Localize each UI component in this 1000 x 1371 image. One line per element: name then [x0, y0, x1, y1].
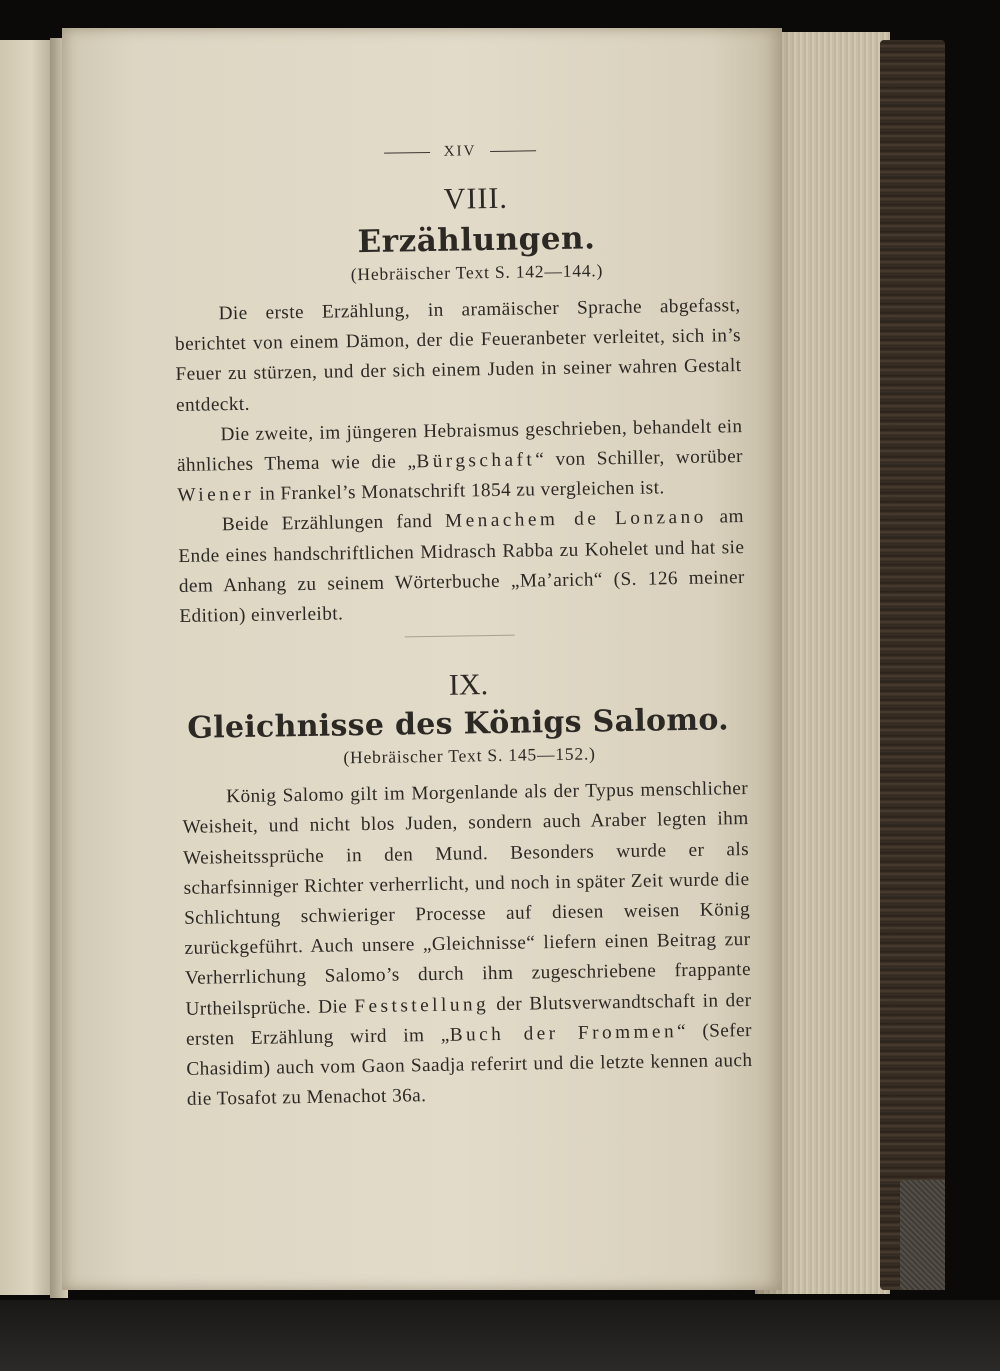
background-surface: [0, 1300, 1000, 1371]
section-number: IX.: [448, 668, 489, 702]
page-folio: [182, 139, 738, 165]
section-reference: (Hebräischer Text S. 145—152.): [343, 743, 596, 768]
section-number: VIII.: [443, 181, 509, 216]
folio-rule-left: [384, 152, 430, 154]
left-page-edge: [0, 40, 52, 1295]
section-title: Erzählungen.: [357, 220, 596, 261]
section-title: Gleichnisse des Königs Salomo.: [187, 702, 730, 747]
book-cover-edge: [880, 40, 945, 1290]
section-reference: (Hebräischer Text S. 142—144.): [350, 260, 604, 285]
spaced-emphasis: Wiener: [177, 483, 255, 507]
spaced-emphasis: Feststellung: [354, 993, 490, 1017]
paragraph: Beide Erzählungen fand Menachem de Lonzano am Ende eines handschriftlichen Midrasch Rabba zu Kohelet und hat sie dem Anhang zu seinem Wörterbuche „Ma’arich“ (S. 126 meiner Edition) einverleibt.: [178, 506, 745, 627]
book-page: [62, 28, 782, 1290]
paragraph: König Salomo gilt im Morgenlande als der Typus menschlicher Weisheit, und nicht blos Juden, sondern auch Araber legten ihm Weisheitssprüche in den Mund. Besonders wurde er als scharfsinniger Richter verherrlicht, und noch in später Zeit wurde die Schlichtung schwieriger Processe auf diesen weisen König zurückgeführt. Auch unsere „Gleichnisse“ liefern einen Beitrag zur Verherrlichung Salomo’s durch ihm zugeschriebene frappante Urtheilsprüche. Die Feststellung der Blutsverwandtschaft in der ersten Erzählung wird im „Buch der Frommen“ (Sefer Chasidim) auch vom Gaon Saadja referirt und die letzte kennen auch die Tosafot zu Menachot 36a.: [182, 778, 753, 1111]
section-divider: [405, 635, 515, 638]
folio-number: XIV: [443, 143, 477, 160]
cover-corner: [900, 1180, 945, 1290]
paragraph: Die erste Erzählung, in aramäischer Sprache abgefasst, berichtet von einem Dämon, der die Feueranbeter verleitet, sich in’s Feuer zu stürzen, und der sich einem Juden in seiner wahren Gestalt entdeckt.: [174, 295, 742, 416]
spaced-emphasis: Menachem de Lonzano: [444, 507, 707, 533]
paragraph: Die zweite, im jüngeren Hebraismus geschrieben, behandelt ein ähnliches Thema wie die „Bürgschaft“ von Schiller, worüber Wiener in Frankel’s Monatschrift 1854 zu vergleichen ist.: [176, 415, 744, 507]
page-text-block: [172, 139, 753, 1115]
spaced-emphasis: Buch der Frommen: [449, 1021, 678, 1046]
folio-rule-right: [490, 150, 536, 152]
spaced-emphasis: Bürgschaft: [416, 449, 536, 473]
